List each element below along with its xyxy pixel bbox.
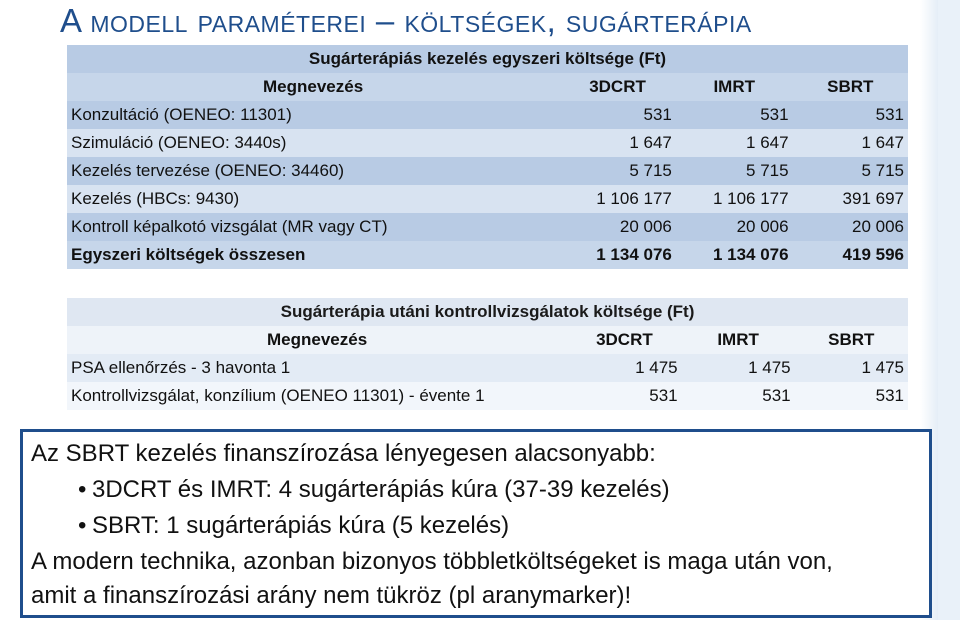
cell-imrt: 531 xyxy=(762,386,791,405)
summary-note-box xyxy=(20,429,932,618)
table-caption-row xyxy=(67,298,908,326)
column-header: IMRT xyxy=(717,330,759,349)
note-bullet-text: SBRT: 1 sugárterápiás kúra (5 kezelés) xyxy=(92,512,510,539)
cell-3dcrt: 1 475 xyxy=(635,358,678,377)
cell-sbrt: 1 647 xyxy=(861,133,904,152)
table-row xyxy=(67,157,908,185)
column-header: 3DCRT xyxy=(596,330,653,349)
column-header: SBRT xyxy=(827,77,874,96)
column-header: SBRT xyxy=(828,330,875,349)
table-row xyxy=(67,213,908,241)
table-row xyxy=(67,185,908,213)
column-header: Megnevezés xyxy=(263,77,364,96)
cell-imrt: 531 xyxy=(760,105,789,124)
cell-3dcrt: 5 715 xyxy=(629,161,672,180)
bullet-icon: • xyxy=(78,476,87,503)
cell-3dcrt: 20 006 xyxy=(619,217,672,236)
row-label: Egyszeri költségek összesen xyxy=(71,245,306,264)
cell-imrt: 20 006 xyxy=(736,217,789,236)
cell-sbrt: 20 006 xyxy=(852,217,904,236)
cell-sbrt: 419 596 xyxy=(842,245,904,264)
cell-sbrt: 531 xyxy=(875,386,904,405)
column-header: IMRT xyxy=(713,77,755,96)
cell-3dcrt: 1 134 076 xyxy=(596,245,672,264)
cell-sbrt: 391 697 xyxy=(842,189,904,208)
row-label: Szimuláció (OENEO: 3440s) xyxy=(71,133,287,152)
row-label: Kontroll képalkotó vizsgálat (MR vagy CT) xyxy=(71,217,388,236)
table-row xyxy=(67,354,908,382)
cell-3dcrt: 531 xyxy=(649,386,678,405)
table-header-row xyxy=(67,73,908,101)
table-row xyxy=(67,129,908,157)
table-caption-row xyxy=(67,45,908,73)
cell-sbrt: 531 xyxy=(875,105,904,124)
note-line: Az SBRT kezelés finanszírozása lényegesen alacsonyabb: xyxy=(31,440,656,467)
note-bullet-text: 3DCRT és IMRT: 4 sugárterápiás kúra (37-39 kezelés) xyxy=(92,476,670,503)
bullet-icon: • xyxy=(78,512,87,539)
followup-cost-table xyxy=(67,298,908,410)
note-bullet xyxy=(78,476,670,504)
cell-3dcrt: 1 647 xyxy=(629,133,672,152)
cell-sbrt: 1 475 xyxy=(861,358,904,377)
cell-imrt: 1 647 xyxy=(746,133,789,152)
table-row xyxy=(67,101,908,129)
table-row xyxy=(67,382,908,410)
table-caption: Sugárterápiás kezelés egyszeri költsége (Ft) xyxy=(308,49,667,68)
cell-imrt: 5 715 xyxy=(746,161,789,180)
cell-imrt: 1 134 076 xyxy=(712,245,789,264)
cell-imrt: 1 475 xyxy=(748,358,791,377)
row-label: Kezelés tervezése (OENEO: 34460) xyxy=(71,161,345,180)
row-label: Konzultáció (OENEO: 11301) xyxy=(71,105,292,124)
note-line: A modern technika, azonban bizonyos többletköltségeket is maga után von, xyxy=(31,548,833,575)
column-header: Megnevezés xyxy=(267,330,368,349)
table-header-row xyxy=(67,326,908,354)
cell-imrt: 1 106 177 xyxy=(712,189,789,208)
column-header: 3DCRT xyxy=(589,77,646,96)
cell-sbrt: 5 715 xyxy=(861,161,904,180)
cell-3dcrt: 531 xyxy=(643,105,672,124)
row-label: Kezelés (HBCs: 9430) xyxy=(71,189,240,208)
row-label: PSA ellenőrzés - 3 havonta 1 xyxy=(71,358,291,377)
one-time-cost-table xyxy=(67,45,908,269)
table-caption: Sugárterápia utáni kontrollvizsgálatok költsége (Ft) xyxy=(280,302,695,321)
note-line: amit a finanszírozási arány nem tükröz (pl aranymarker)! xyxy=(31,582,632,609)
slide-title: A modell paraméterei – költségek, sugárterápia xyxy=(60,2,752,39)
note-bullet xyxy=(78,512,509,540)
row-label: Kontrollvizsgálat, konzílium (OENEO 11301) - évente 1 xyxy=(71,386,485,405)
cell-3dcrt: 1 106 177 xyxy=(596,189,672,208)
total-row xyxy=(67,241,908,269)
